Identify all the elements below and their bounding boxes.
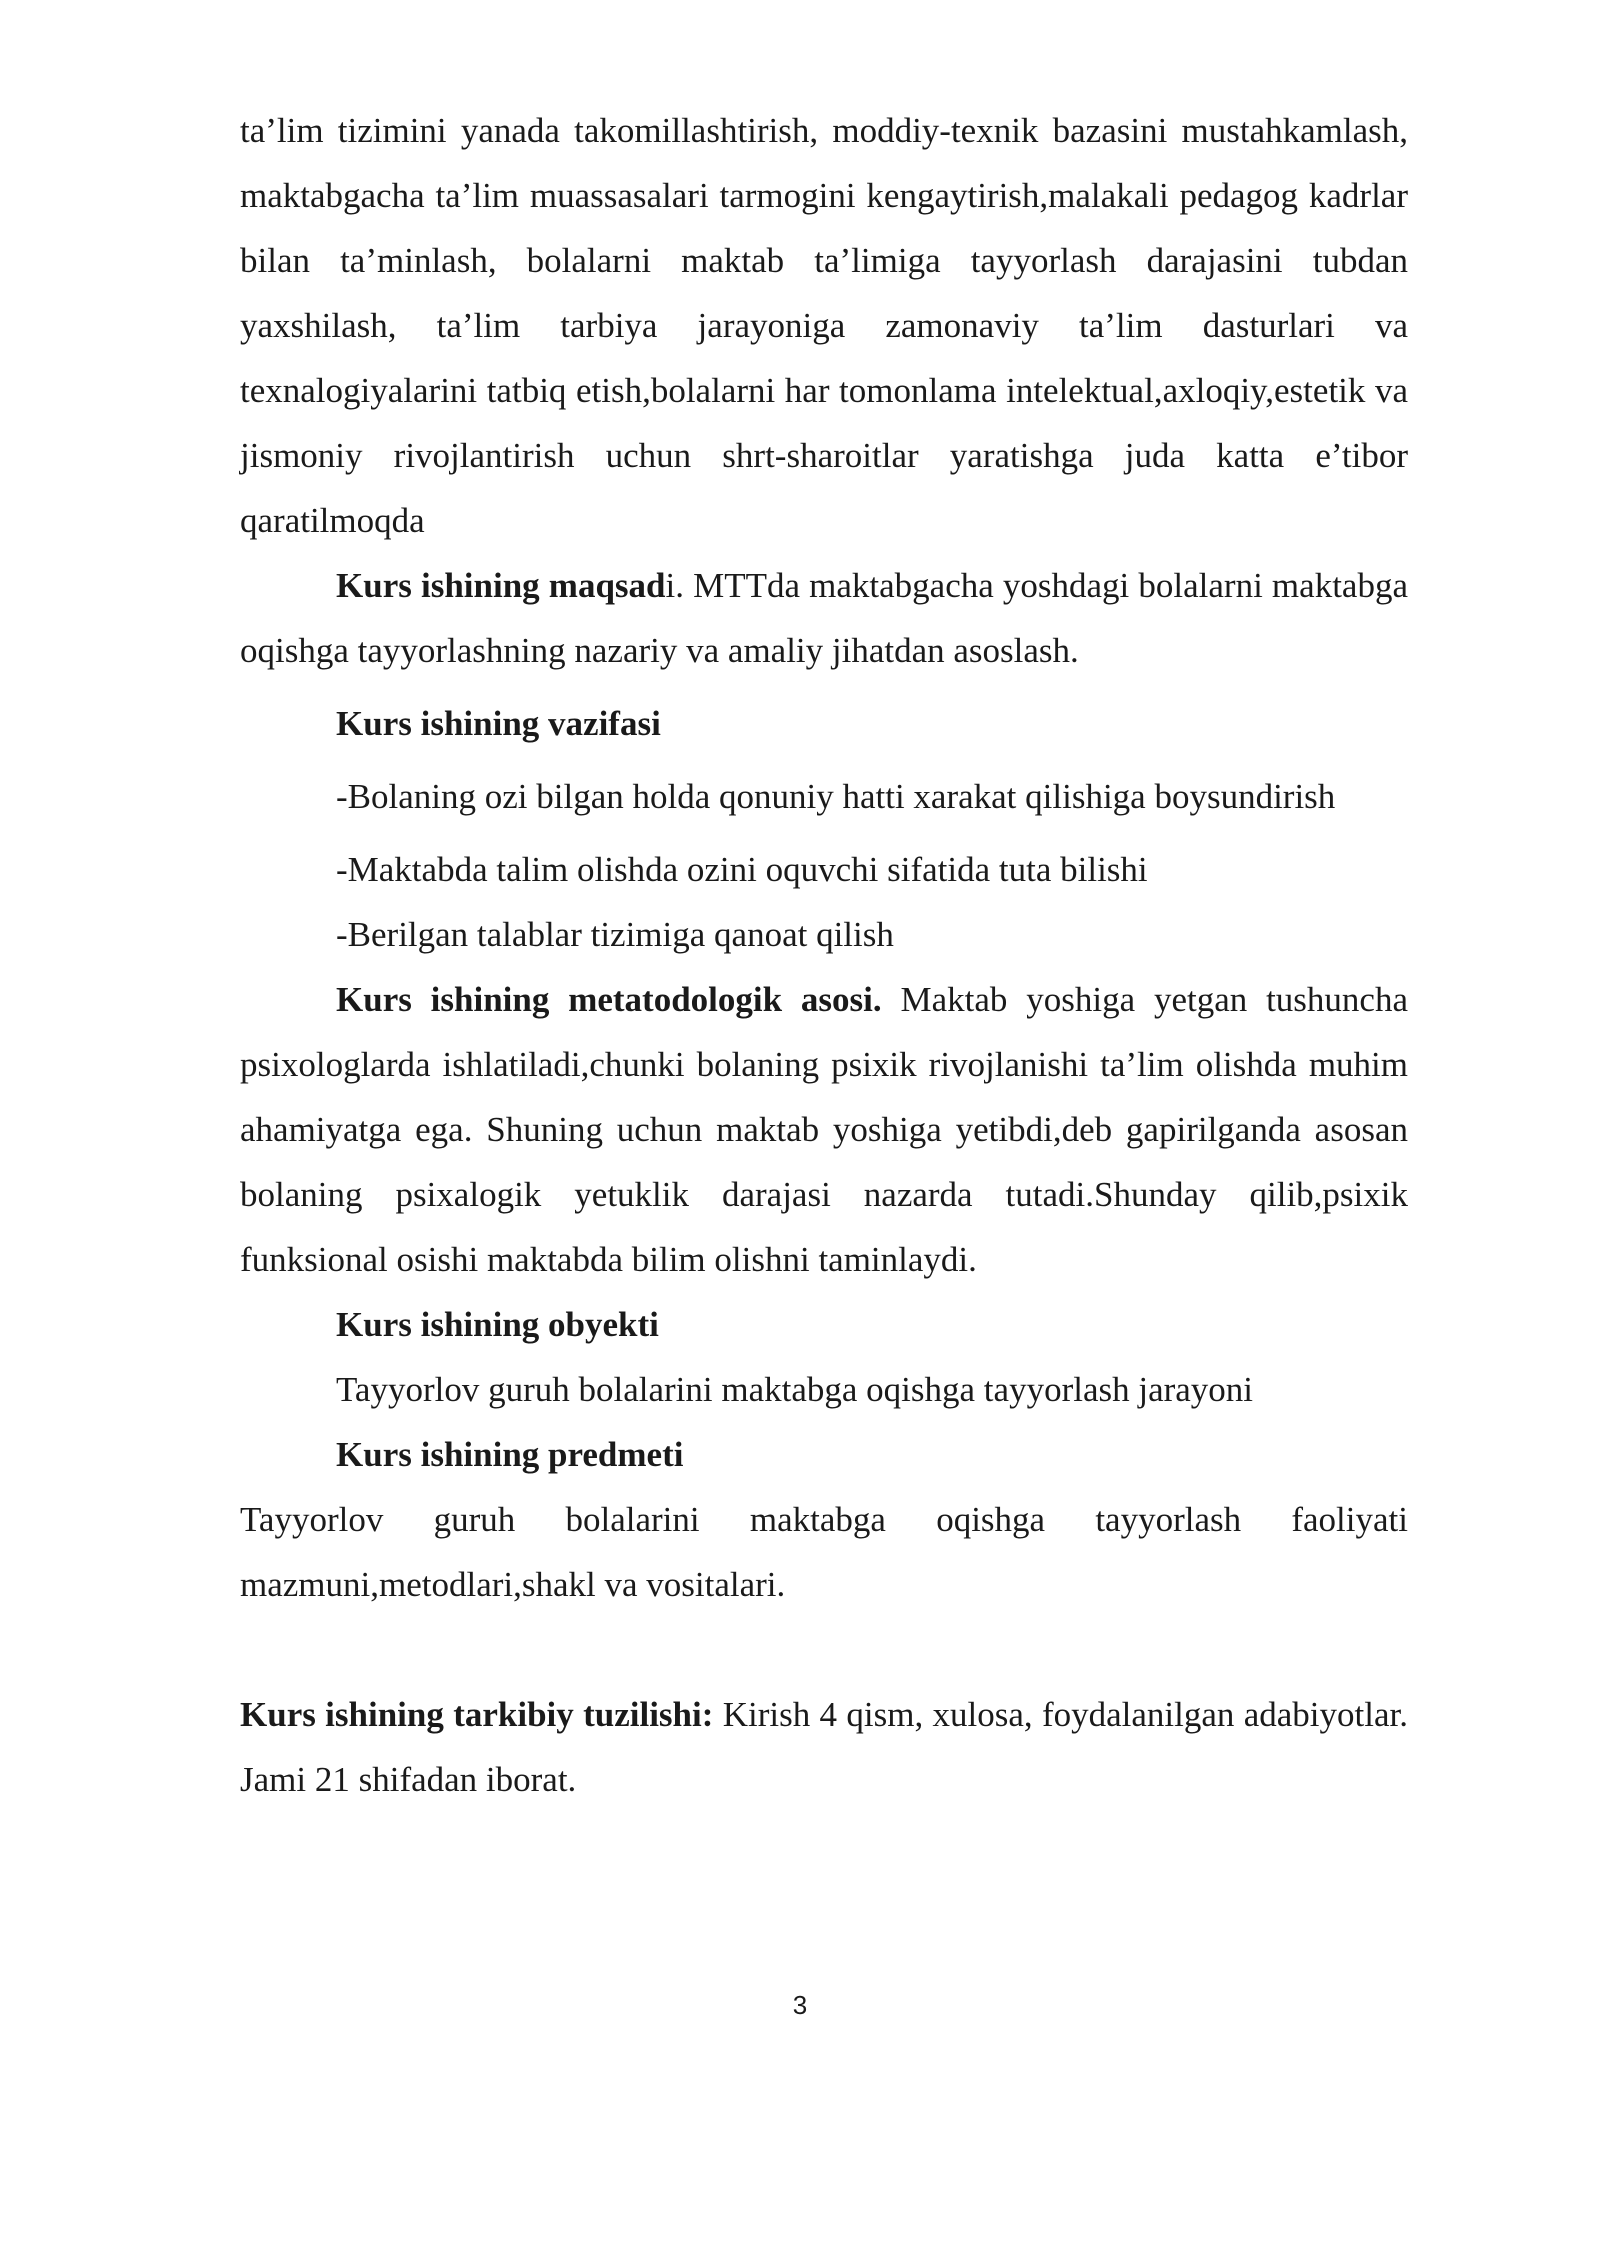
predmet-text: Tayyorlov guruh bolalarini maktabga oqishga tayyorlash faoliyati mazmuni,metodlari,shakl va vositalari. [240,1500,1408,1604]
predmet-heading [240,1422,1408,1487]
metodologik-paragraph [240,967,1408,1292]
predmet-heading-text: Kurs ishining predmeti [336,1435,684,1474]
vazifa-heading-text: Kurs ishining vazifasi [336,704,661,743]
tuzilish-text: Kirish 4 qism, xulosa, foydalanilgan adabiyotlar. Jami 21 shifadan iborat. [240,1695,1408,1799]
obyekt-heading-text: Kurs ishining obyekti [336,1305,659,1344]
tuzilish-paragraph [240,1682,1408,1812]
maqsad-text: . MTTda maktabgacha yoshdagi bolalarni maktabga oqishga tayyorlashning nazariy va amaliy jihatdan asoslash. [240,566,1408,670]
vazifa-heading [240,691,1408,756]
tuzilish-label: Kurs ishining tarkibiy tuzilishi: [240,1695,714,1734]
intro-paragraph: ta’lim tizimini yanada takomillashtirish, moddiy-texnik bazasini mustahkamlash, maktabgacha ta’lim muassasalari tarmogini kengaytirish,malakali pedagog kadrlar bilan ta’minlash, bolalarni maktab ta’limiga tayyorlash darajasini tubdan yaxshilash, ta’lim tarbiya jarayoniga zamonaviy ta’lim dasturlari va texnalogiyalarini tatbiq etish,bolalarni har tomonlama intelektual,axloqiy,estetik va jismoniy rivojlantirish uchun shrt-sharoitlar yaratishga juda katta e’tibor qaratilmoqda [240,111,1408,540]
maqsad-label-tail: i [665,566,676,605]
maqsad-label: Kurs ishining maqsad [336,566,666,605]
metodologik-text: Maktab yoshiga yetgan tushuncha psixologlarda ishlatiladi,chunki bolaning psixik rivojlanishi ta’lim olishda muhim ahamiyatga ega. Shuning uchun maktab yoshiga yetibdi,deb gapirilganda asosan bolaning psixalogik yetuklik darajasi nazarda tutadi.Shunday qilib,psixik funksional osishi maktabda bilim olishni taminlaydi. [240,980,1408,1279]
metodologik-label: Kurs ishining metatodologik asosi. [336,980,882,1019]
maqsad-paragraph [240,553,1408,683]
obyekt-heading [240,1292,1408,1357]
document-page [240,98,1408,1812]
vazifa-item-3: -Berilgan talablar tizimiga qanoat qilish [336,915,894,954]
vazifa-item-1: -Bolaning ozi bilgan holda qonuniy hatti xarakat qilishiga boysundirish [336,777,1336,816]
vazifa-item-2: -Maktabda talim olishda ozini oquvchi sifatida tuta bilishi [336,850,1148,889]
page-number: 3 [792,1990,808,2020]
obyekt-text: Tayyorlov guruh bolalarini maktabga oqishga tayyorlash jarayoni [336,1370,1254,1409]
